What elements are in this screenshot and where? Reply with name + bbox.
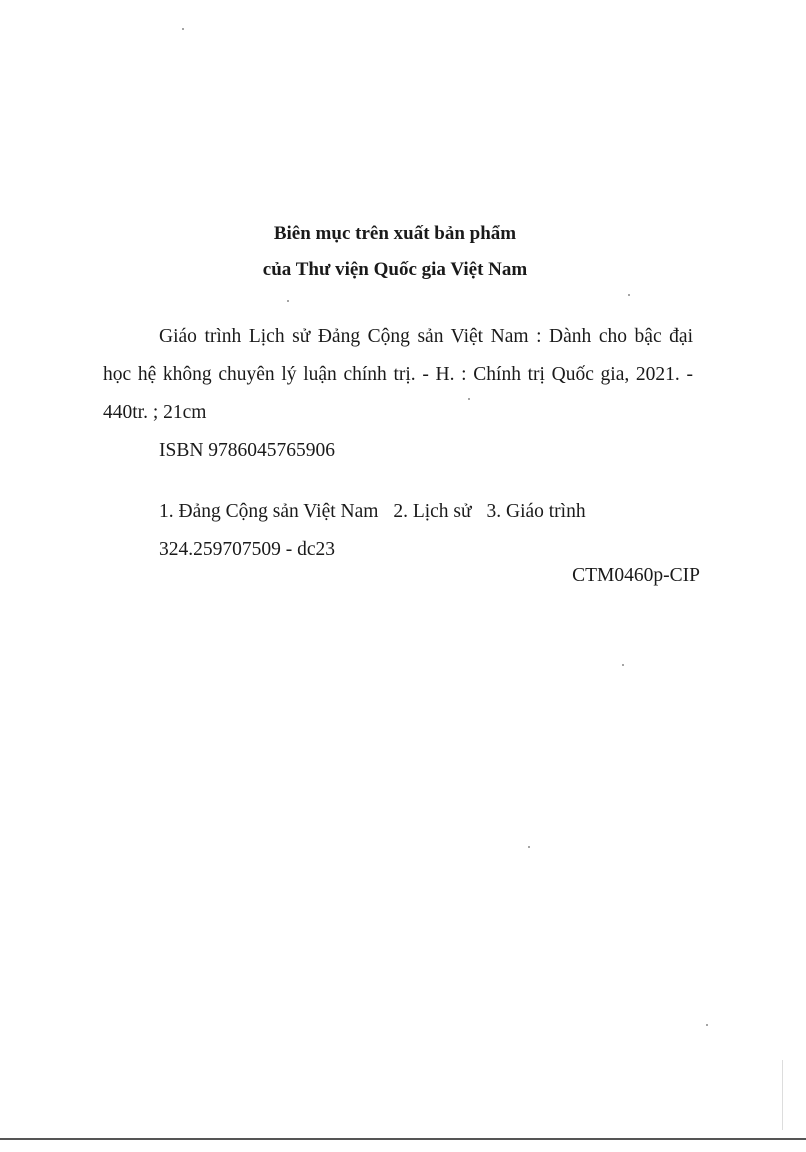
subject-headings (159, 493, 596, 569)
cataloging-heading (0, 216, 790, 288)
scan-speck (182, 28, 184, 30)
cip-code: CTM0460p-CIP (572, 565, 700, 586)
subject-item-2: 2. Lịch sử (393, 501, 472, 522)
scan-speck (706, 1024, 708, 1026)
classification-number: 324.259707509 - dc23 (159, 539, 336, 560)
scan-speck (622, 664, 624, 666)
record-extent: 440tr. ; 21cm (103, 402, 207, 423)
scan-speck (528, 846, 530, 848)
subject-item-3: 3. Giáo trình (486, 501, 586, 522)
subject-list (159, 493, 596, 531)
catalog-record (103, 318, 703, 470)
record-isbn: ISBN 9786045765906 (159, 440, 336, 461)
scan-edge-line (0, 1138, 806, 1140)
heading-line-2: của Thư viện Quốc gia Việt Nam (262, 259, 528, 280)
heading-line-1: Biên mục trên xuất bản phẩm (273, 223, 517, 244)
scan-speck (287, 300, 289, 302)
record-title-line-1: Giáo trình Lịch sử Đảng Cộng sản Việt Nam : Dành cho bậc đại (159, 326, 693, 347)
scan-speck (468, 398, 470, 400)
scan-speck (628, 294, 630, 296)
record-title-line-2: học hệ không chuyên lý luận chính trị. - H. : Chính trị Quốc gia, 2021. - (103, 364, 693, 385)
scan-speck (782, 1060, 783, 1130)
subject-item-1: 1. Đảng Cộng sản Việt Nam (159, 501, 379, 522)
